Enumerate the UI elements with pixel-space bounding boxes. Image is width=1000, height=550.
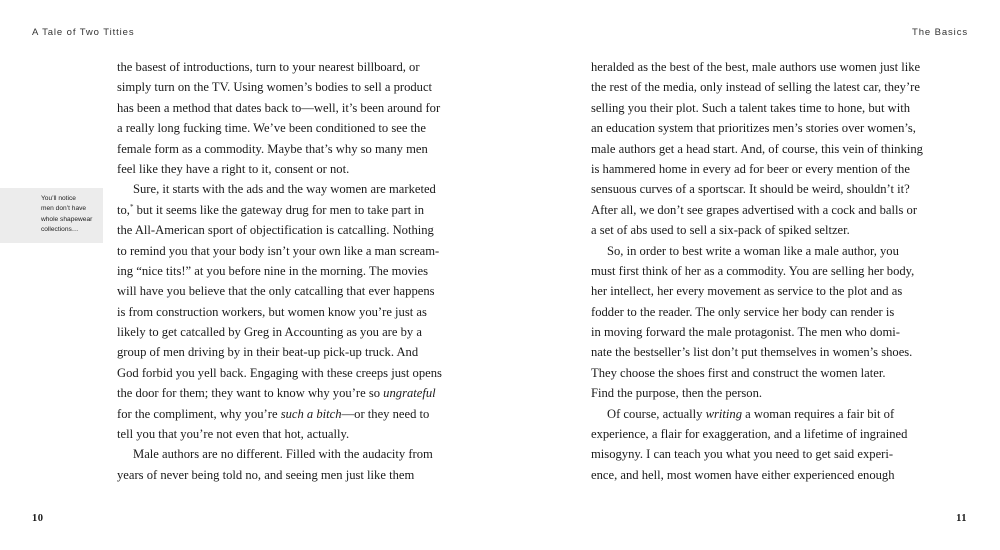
text-line: Find the purpose, then the person. [591,386,763,401]
sidenote-line: collections… [41,225,79,233]
text-line: the door for them; they want to know why you’re so ungrateful [117,386,436,401]
running-head-section-title: The Basics [912,27,968,38]
text-line: simply turn on the TV. Using women’s bodies to sell a product [117,80,433,95]
text-line: Of course, actually writing a woman requires a fair bit of [607,406,895,421]
text-line: After all, we don’t see grapes advertised with a cock and balls or [591,202,918,217]
text-line: tell you that you’re not even that hot, actually. [117,427,350,442]
text-line: So, in order to best write a woman like a male author, you [607,243,899,258]
text-line: Sure, it starts with the ads and the way women are marketed [133,182,436,197]
text-line: must first think of her as a commodity. You are selling her body, [591,263,915,278]
text-line: is hammered home in every ad for beer or every mention of the [591,161,910,176]
sidenote-line: men don’t have [41,205,87,213]
text-line: fodder to the reader. The only service her body can render is [591,304,895,319]
left-page-text [117,57,442,485]
text-line: selling you their plot. Such a talent takes time to hone, but with [591,100,910,115]
text-line: feel like they have a right to it, consent or not. [117,161,350,176]
text-line: in moving forward the male protagonist. The men who domi- [591,325,900,340]
text-line: the rest of the media, only instead of selling the latest car, they’re [591,80,920,95]
text-line: nate the bestseller’s list don’t put themselves in women’s shoes. [591,345,913,360]
text-line: misogyny. I can teach you what you need to get said experi- [591,447,894,462]
sidenote-line: You’ll notice [41,195,76,202]
text-line: will have you believe that the only catcalling that ever happens [117,284,435,299]
text-line: group of men driving by in their beat-up pick-up truck. And [117,345,419,360]
text-line: experience, a flair for exaggeration, and a lifetime of ingrained [591,427,908,442]
text-line: likely to get catcalled by Greg in Accounting as you are by a [117,325,422,340]
right-page-text [591,57,923,485]
running-head-book-title: A Tale of Two Titties [32,27,135,38]
text-line: the basest of introductions, turn to your nearest billboard, or [117,60,420,74]
text-line: ence, and hell, most women have either experienced enough [591,467,895,482]
text-line: to remind you that your body isn’t your own like a man scream- [117,243,440,258]
text-line: years of never being told no, and seeing men just like them [117,467,415,482]
text-line: male authors get a head start. And, of course, this vein of thinking [591,141,923,156]
text-line: her intellect, her every movement as service to the plot and as [591,284,903,299]
text-line: Male authors are no different. Filled with the audacity from [133,447,433,462]
text-line: sensuous curves of a sportscar. It should be weird, shouldn’t it? [591,182,910,197]
text-line: female form as a commodity. Maybe that’s why so many men [117,141,428,156]
page-number-right: 11 [956,513,967,524]
text-line: the All-American sport of objectification is catcalling. Nothing [117,223,434,238]
text-line: has been a method that dates back to—well, it’s been around for [117,100,441,115]
page-number-left: 10 [32,513,44,524]
text-line: a set of abs used to sell a six-pack of spiked seltzer. [591,223,850,238]
text-line: They choose the shoes first and construct the women later. [591,365,886,380]
sidenote-line: whole shapewear [41,215,93,223]
text-line: God forbid you yell back. Engaging with these creeps just opens [117,365,442,380]
text-line: heralded as the best of the best, male authors use women just like [591,60,921,74]
sidenote-box [0,188,103,243]
text-line: ing “nice tits!” at you before nine in the morning. The movies [117,263,429,278]
text-line: for the compliment, why you’re such a bitch—or they need to [117,406,430,421]
text-line: a really long fucking time. We’ve been conditioned to see the [117,121,426,136]
text-line: to,* but it seems like the gateway drug for men to take part in [117,202,425,217]
text-line: is from construction workers, but women know you’re just as [117,304,427,319]
text-line: an education system that prioritizes men’s stories over women’s, [591,121,916,136]
